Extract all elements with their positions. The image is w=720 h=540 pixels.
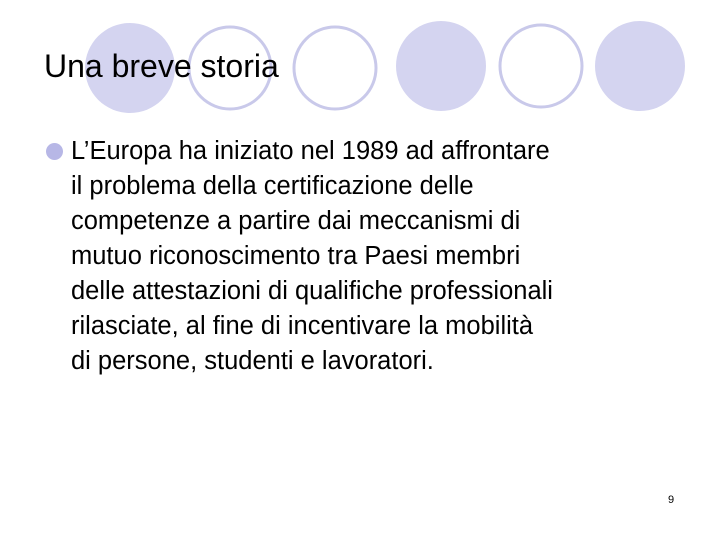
bullet-dot-icon: [46, 143, 63, 160]
bullet-item: [46, 134, 696, 379]
bullet-line: competenze a partire dai meccanismi di: [71, 207, 521, 235]
bullet-line: delle attestazioni di qualifiche professionali: [71, 277, 553, 305]
slide-title: Una breve storia: [44, 48, 279, 84]
decor-circle-5: [500, 25, 582, 107]
page-number: 9: [668, 494, 675, 506]
bullet-line: rilasciate, al fine di incentivare la mobilità: [71, 312, 534, 340]
bullet-line: di persone, studenti e lavoratori.: [71, 347, 434, 375]
decor-circle-6: [595, 21, 685, 111]
bullet-text: [71, 134, 553, 379]
bullet-line: il problema della certificazione delle: [71, 172, 474, 200]
decor-circle-4: [396, 21, 486, 111]
bullet-line: L’Europa ha iniziato nel 1989 ad affrontare: [71, 137, 550, 165]
decor-circle-3: [294, 27, 376, 109]
bullet-line: mutuo riconoscimento tra Paesi membri: [71, 242, 521, 270]
